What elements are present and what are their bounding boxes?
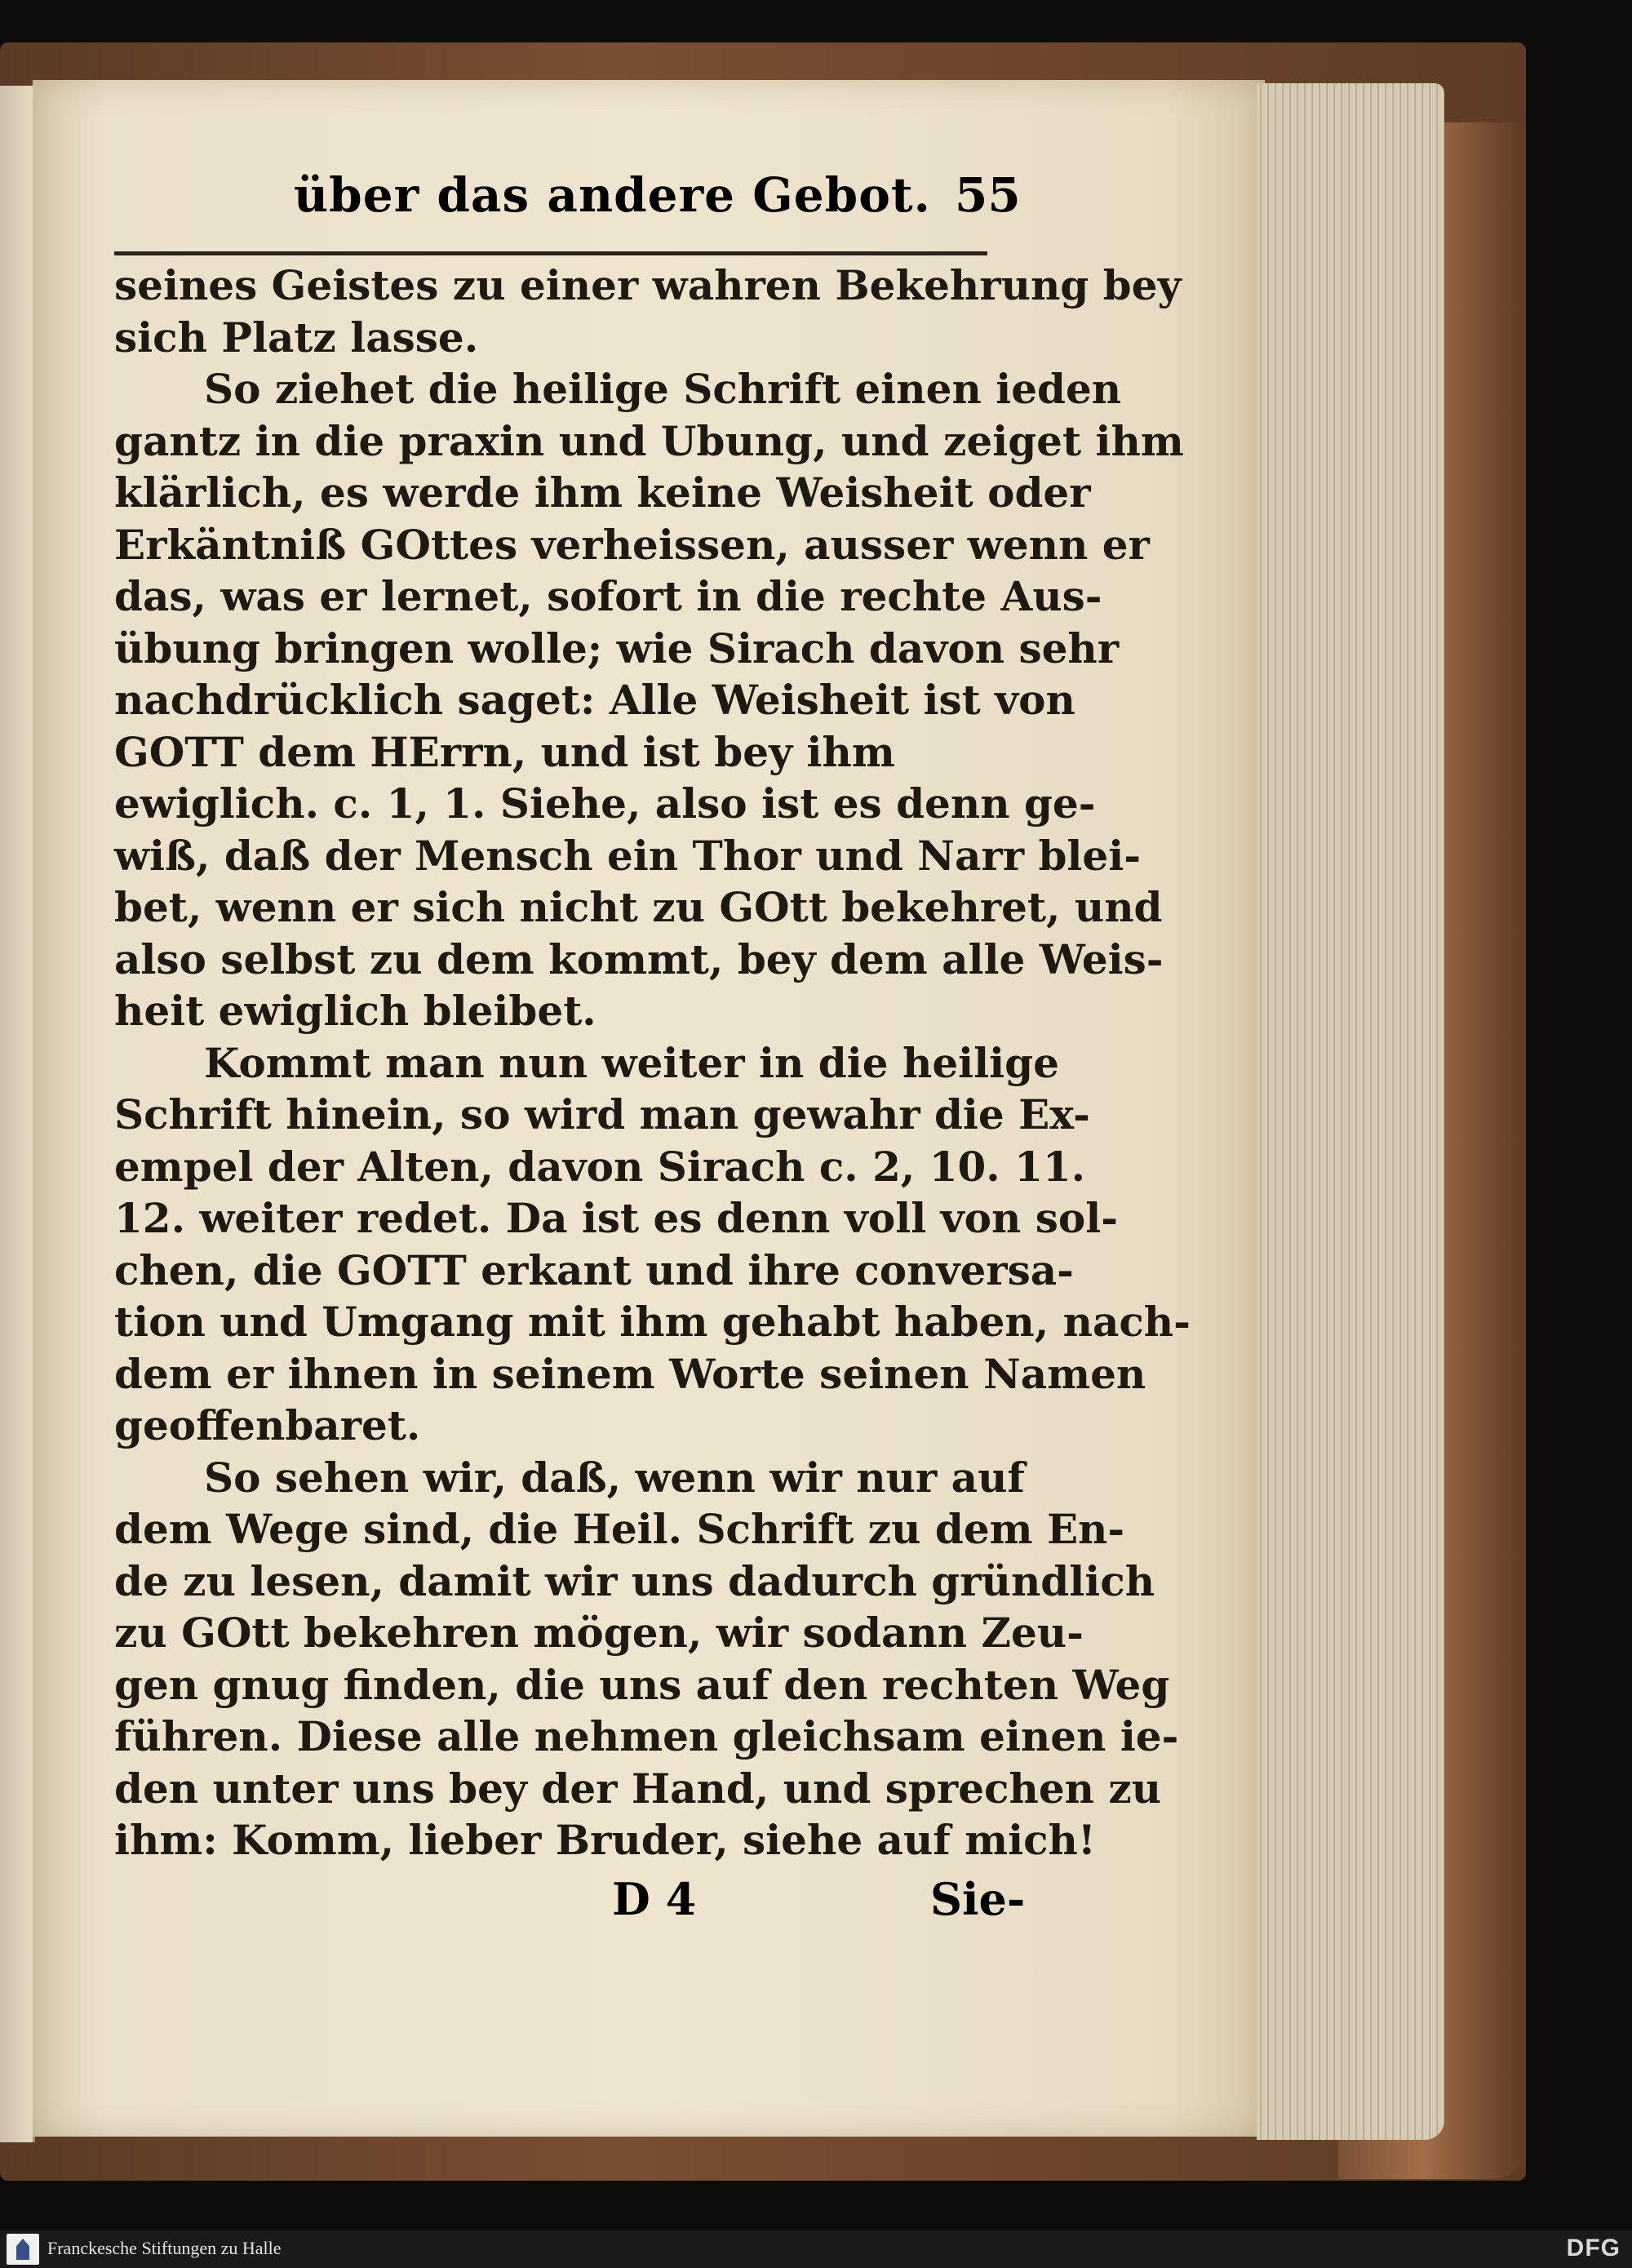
institution-name: Franckesche Stiftungen zu Halle <box>47 2238 282 2258</box>
text-line: übung bringen wolle; wie Sirach davon sehr <box>114 624 1120 672</box>
text-line: So sehen wir, daß, wenn wir nur auf <box>204 1453 1025 1502</box>
text-line: 12. weiter redet. Da ist es denn voll von sol- <box>114 1194 1119 1242</box>
text-line: heit ewiglich bleibet. <box>114 987 596 1035</box>
text-line: Kommt man nun weiter in die heilige <box>204 1038 1059 1087</box>
text-line: GOTT dem HErrn, und ist bey ihm <box>114 727 895 776</box>
text-line: chen, die GOTT erkant und ihre conversa- <box>114 1245 1074 1294</box>
text-line: also selbst zu dem kommt, bey dem alle Weis- <box>114 934 1164 983</box>
catchword: Sie- <box>930 1873 1026 1925</box>
page-leaves-edge <box>1257 83 1444 2140</box>
text-line: dem Wege sind, die Heil. Schrift zu dem En- <box>114 1505 1125 1553</box>
text-line: bet, wenn er sich nicht zu GOtt bekehret, und <box>114 883 1163 931</box>
text-line: sich Platz lasse. <box>114 313 479 362</box>
page-header <box>294 167 1110 241</box>
text-line: dem er ihnen in seinem Worte seinen Namen <box>114 1349 1146 1398</box>
page-number: 55 <box>955 167 1021 223</box>
running-head: über das andere Gebot. <box>294 167 931 223</box>
text-line: ihm: Komm, lieber Bruder, siehe auf mich! <box>114 1816 1096 1864</box>
text-line: gen gnug finden, die uns auf den rechten Weg <box>114 1660 1170 1709</box>
text-line: klärlich, es werde ihm keine Weisheit oder <box>114 468 1091 517</box>
text-line: den unter uns bey der Hand, und sprechen zu <box>114 1764 1162 1813</box>
text-line: wiß, daß der Mensch ein Thor und Narr blei- <box>114 831 1141 880</box>
dfg-logo: DFG <box>1566 2235 1621 2261</box>
body-text <box>114 260 1191 1866</box>
page-footer <box>114 1873 1028 1930</box>
text-line: empel der Alten, davon Sirach c. 2, 10. 11. <box>114 1142 1086 1191</box>
text-line: de zu lesen, damit wir uns dadurch gründlich <box>114 1556 1155 1605</box>
text-line: So ziehet die heilige Schrift einen ieden <box>204 365 1122 413</box>
text-line: das, was er lernet, sofort in die rechte Aus- <box>114 572 1102 620</box>
header-rule <box>114 251 987 255</box>
text-line: seines Geistes zu einer wahren Bekehrung bey <box>114 261 1182 309</box>
text-line: ewiglich. c. 1, 1. Siehe, also ist es denn ge- <box>114 779 1096 828</box>
left-page-edge <box>0 86 35 2142</box>
text-line: nachdrücklich saget: Alle Weisheit ist von <box>114 676 1075 724</box>
text-line: gantz in die praxin und Ubung, und zeiget ihm <box>114 416 1184 465</box>
text-line: führen. Diese alle nehmen gleichsam einen ie- <box>114 1712 1179 1760</box>
text-line: zu GOtt bekehren mögen, wir sodann Zeu- <box>114 1609 1084 1657</box>
text-line: Schrift hinein, so wird man gewahr die Ex- <box>114 1090 1090 1138</box>
signature-mark: D 4 <box>612 1873 697 1925</box>
text-line: Erkäntniß GOttes verheissen, ausser wenn er <box>114 520 1150 569</box>
text-line: geoffenbaret. <box>114 1401 421 1449</box>
institution-logo-icon <box>7 2234 39 2265</box>
viewer-footer-bar <box>0 2230 1632 2268</box>
text-line: tion und Umgang mit ihm gehabt haben, nach- <box>114 1298 1191 1346</box>
